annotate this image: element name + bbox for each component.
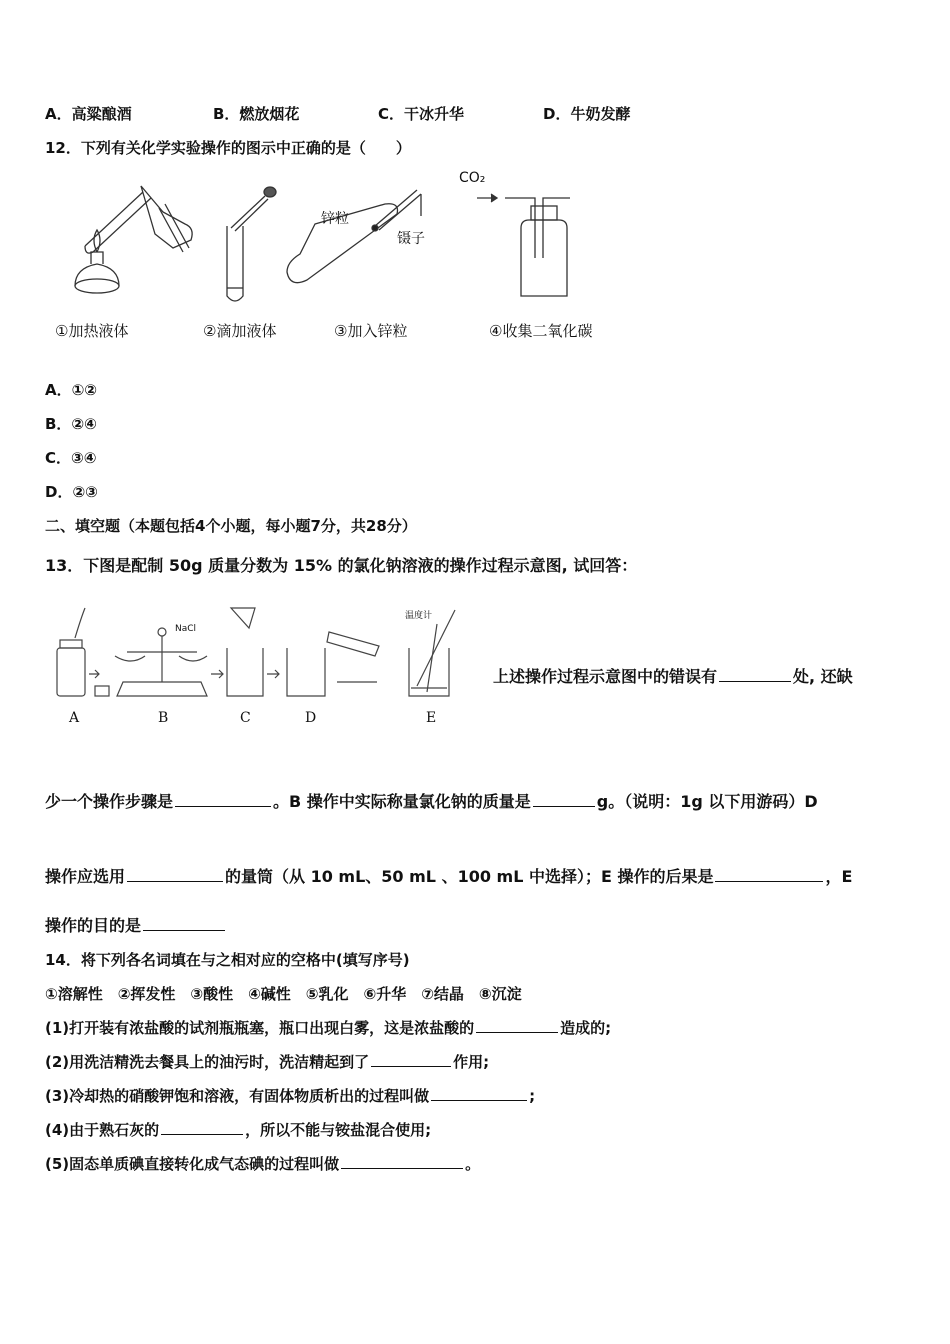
q12-option-d: D．②③	[45, 483, 98, 501]
q12-stem: 12．下列有关化学实验操作的图示中正确的是（ ）	[45, 139, 411, 157]
q14-s1	[45, 1017, 611, 1038]
q14-s2	[45, 1051, 489, 1072]
section2-title: 二、填空题（本题包括4个小题，每小题7分，共28分）	[45, 517, 417, 535]
q13-line3-b: 的量筒（从 10 mL、50 mL 、100 mL 中选择）；E 操作的后果是	[225, 867, 714, 886]
q14-s1-b: 造成的;	[560, 1019, 612, 1037]
dropping-liquid-illustration	[227, 187, 276, 301]
blank-missing-step[interactable]	[175, 792, 271, 807]
blank-error-count[interactable]	[719, 667, 791, 682]
fig-letter-a: A	[69, 710, 80, 726]
blank-14-1[interactable]	[476, 1018, 558, 1033]
q13-line1-b: 处, 还缺	[793, 667, 853, 686]
q13-stem: 13．下图是配制 50g 质量分数为 15% 的氯化钠溶液的操作过程示意图, 试回答：	[45, 556, 638, 575]
q12-option-a: A．①②	[45, 381, 98, 399]
q14-s3-b: ;	[529, 1087, 536, 1105]
q12-figure	[55, 168, 655, 348]
q13-line1-a: 上述操作过程示意图中的错误有	[493, 667, 718, 686]
nacl-label: NaCl	[175, 624, 197, 634]
blank-14-3[interactable]	[431, 1086, 527, 1101]
fig-letter-b: B	[158, 710, 169, 726]
blank-14-5[interactable]	[341, 1154, 463, 1169]
fig-letter-c: C	[240, 710, 251, 726]
q13-line3-c: ，E	[825, 867, 853, 886]
q14-s2-b: 作用;	[453, 1053, 490, 1071]
q14-s4-a: (4)由于熟石灰的	[45, 1121, 160, 1139]
q14-s4-b: ，所以不能与铵盐混合使用;	[245, 1121, 432, 1139]
q11-option-c: C．干冰升华	[378, 105, 465, 123]
q13-line4-a: 操作的目的是	[45, 916, 142, 935]
q12-option-b: B．②④	[45, 415, 97, 433]
q14-s5	[45, 1153, 480, 1174]
tweezers-label: 镊子	[397, 231, 425, 247]
q14-s2-a: (2)用洗洁精洗去餐具上的油污时，洗洁精起到了	[45, 1053, 370, 1071]
q14-s4	[45, 1119, 431, 1140]
heating-liquid-illustration	[75, 186, 192, 293]
q14-stem: 14．将下列各名词填在与之相对应的空格中(填写序号)	[45, 951, 410, 969]
blank-14-2[interactable]	[371, 1052, 451, 1067]
q14-s5-a: (5)固态单质碘直接转化成气态碘的过程叫做	[45, 1155, 340, 1173]
q12-option-c: C．③④	[45, 449, 97, 467]
lab-operations-illustration	[55, 168, 655, 318]
q13-line4	[45, 913, 227, 936]
blank-e-purpose[interactable]	[143, 916, 225, 931]
fig-letter-d: D	[305, 710, 317, 726]
blank-nacl-mass[interactable]	[533, 792, 595, 807]
q11-option-b: B．燃放烟花	[213, 105, 300, 123]
q13-line2-a: 少一个操作步骤是	[45, 792, 174, 811]
caption-1: ①加热液体	[55, 322, 129, 340]
q13-figure	[45, 598, 475, 733]
zinc-label: 锌粒	[321, 211, 349, 227]
q11-option-d: D．牛奶发酵	[543, 105, 631, 123]
caption-3: ③加入锌粒	[334, 322, 408, 340]
q13-line3	[45, 864, 852, 887]
thermometer-label: 温度计	[405, 611, 433, 621]
blank-cylinder[interactable]	[127, 867, 223, 882]
co2-label: CO₂	[459, 170, 486, 186]
collecting-co2-illustration	[477, 194, 570, 296]
fig-letter-e: E	[426, 710, 437, 726]
caption-4: ④收集二氧化碳	[489, 322, 593, 340]
q13-line1	[493, 664, 853, 687]
q14-terms: ①溶解性 ②挥发性 ③酸性 ④碱性 ⑤乳化 ⑥升华 ⑦结晶 ⑧沉淀	[45, 985, 522, 1003]
q13-line2-b: 。B 操作中实际称量氯化钠的质量是	[273, 792, 531, 811]
q13-line3-a: 操作应选用	[45, 867, 126, 886]
blank-14-4[interactable]	[161, 1120, 243, 1135]
q14-s1-a: (1)打开装有浓盐酸的试剂瓶瓶塞，瓶口出现白雾，这是浓盐酸的	[45, 1019, 475, 1037]
q14-s5-b: 。	[465, 1155, 481, 1173]
q14-s3	[45, 1085, 535, 1106]
q14-s3-a: (3)冷却热的硝酸钾饱和溶液，有固体物质析出的过程叫做	[45, 1087, 430, 1105]
caption-2: ②滴加液体	[203, 322, 277, 340]
q11-option-a: A．高粱酿酒	[45, 105, 132, 123]
q13-line2	[45, 789, 818, 812]
q13-line2-c: g。（说明：1g 以下用游码）D	[596, 792, 818, 811]
blank-e-consequence[interactable]	[715, 867, 823, 882]
